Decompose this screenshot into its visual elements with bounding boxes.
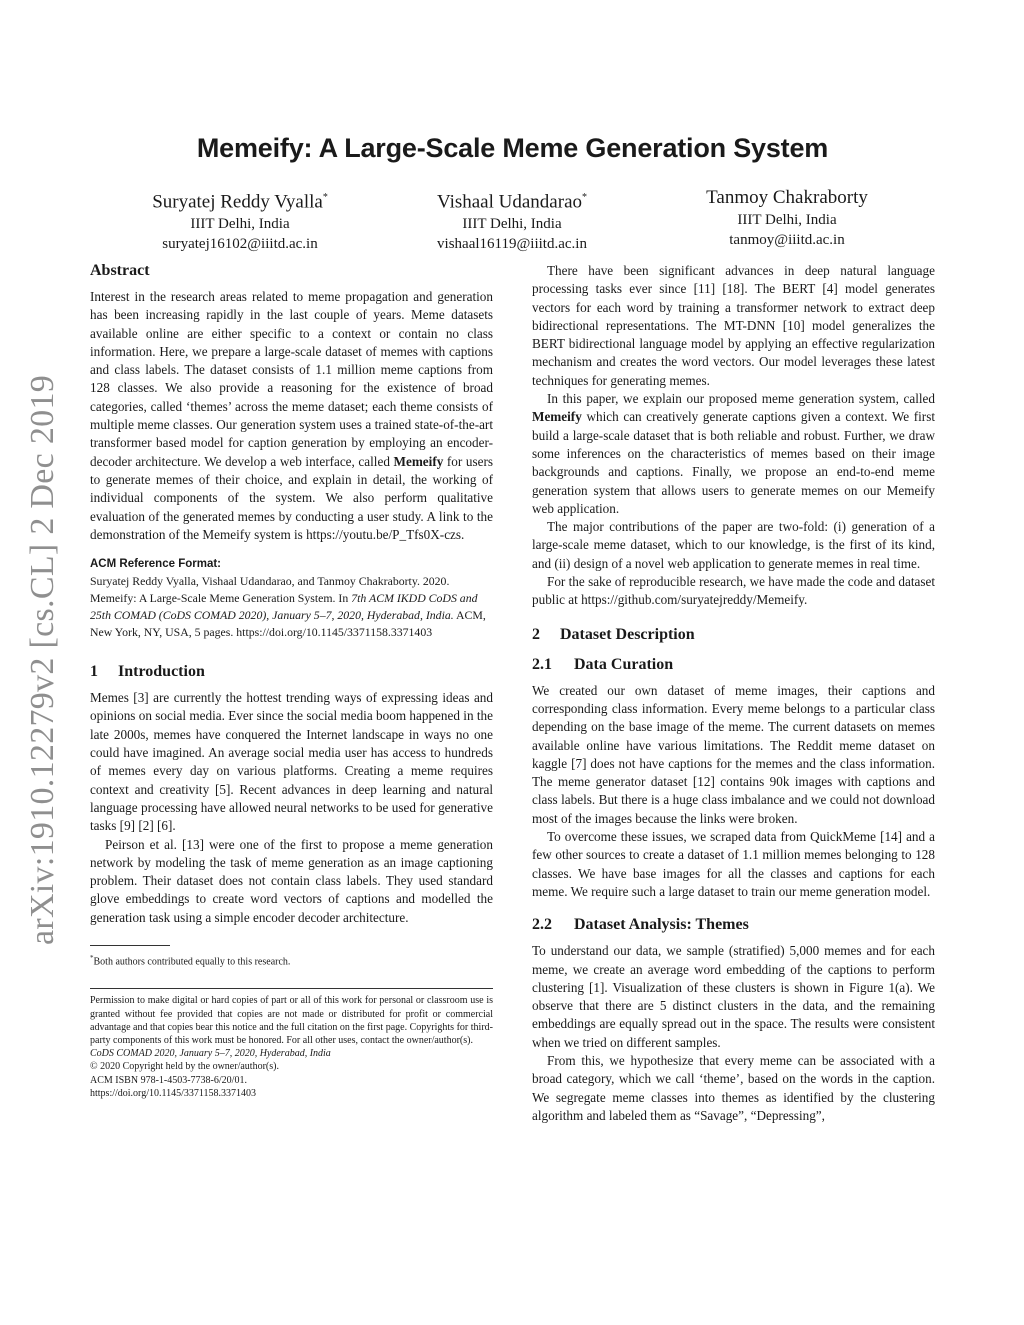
author-name: Tanmoy Chakraborty: [706, 187, 868, 208]
subsection-heading-themes: 2.2 Dataset Analysis: Themes: [532, 916, 749, 934]
data-curation-paragraph-2: To overcome these issues, we scraped data from QuickMeme [14] and a few other sources to create a dataset of 1.1 million memes belonging to 128 classes. We have base images for all the classes and captions for each meme. We require such a large dataset to train our meme generation model.: [532, 829, 935, 899]
section-heading-dataset-description: 2 Dataset Description: [532, 625, 695, 643]
author-block-2: [362, 186, 662, 254]
author-affiliation: IIIT Delhi, India: [737, 212, 837, 228]
right-paragraph-2: In this paper, we explain our proposed meme generation system, called Memeify which can creatively generate captions given a context. We first build a large-scale dataset that is both reliable and robust. Further, we draw some inferences on the characteristics of memes based on their image backgrounds and captions. Finally, we propose an end-to-end meme generation system that allows users to generate memes on our Memeify web application.: [532, 391, 935, 516]
author-name: Vishaal Udandarao*: [437, 191, 587, 213]
left-column: [90, 262, 493, 1100]
permission-venue: CoDS COMAD 2020, January 5–7, 2020, Hyderabad, India: [90, 1048, 331, 1060]
right-paragraph-1: There have been significant advances in deep natural language processing tasks ever since [11] [18]. The BERT [4] model generates vectors for each word by training a transformer network to extract deep bidirectional representations. The MT-DNN [10] model generalizes the BERT bidirectional language model by applying an effective regularization mechanism and creates the word vectors. Our model leverages these latest techniques for generating memes.: [532, 263, 935, 388]
author-email[interactable]: tanmoy@iiitd.ac.in: [729, 232, 845, 248]
author-email[interactable]: suryatej16102@iiitd.ac.in: [162, 236, 318, 253]
section-heading-introduction: 1 Introduction: [90, 663, 205, 681]
subsection-heading-data-curation: 2.1 Data Curation: [532, 655, 674, 673]
author-block-3: [637, 186, 937, 250]
permission-doi[interactable]: https://doi.org/10.1145/3371158.3371403: [90, 1087, 257, 1099]
right-paragraph-4: For the sake of reproducible research, we have made the code and dataset public at https://github.com/suryatejreddy/Memeify.: [532, 574, 935, 608]
abstract-text: Interest in the research areas related to meme propagation and generation has been increasing rapidly in the last couple of years. Meme datasets available online are either specific to a context or contain no class information. Here, we prepare a large-scale dataset of memes with captions and class labels. The dataset consists of 1.1 million meme captions from 128 classes. We also provide a reasoning for the existence of broad categories, called ‘themes’ across the meme dataset; each theme consists of multiple meme classes. Our generation system uses a trained state-of-the-art transformer based model for caption generation by employing an encoder-decoder architecture. We develop a web interface, called Memeify for users to generate memes of their choice, and explain in detail, the working of individual components of the system. We also perform qualitative evaluation of the generated memes by conducting a user study. A link to the demonstration of the Memeify system is https://youtu.be/P_Tfs0X-czs.: [90, 289, 493, 542]
abstract-heading: Abstract: [90, 262, 150, 279]
themes-paragraph-2: From this, we hypothesize that every meme can be associated with a broad category, which we call ‘theme’, based on the words in the caption. We segregate meme classes into themes as identified by the clustering algorithm and labeled them as “Savage”, “Depressing”,: [532, 1052, 935, 1123]
author-affiliation: IIIT Delhi, India: [190, 216, 290, 233]
right-column: [532, 262, 935, 1125]
acm-reference-heading: ACM Reference Format:: [90, 558, 221, 571]
author-block-1: [90, 186, 390, 254]
permission-divider: [90, 988, 493, 989]
permission-notice: Permission to make digital or hard copies of part or all of this work for personal or classroom use is granted without fee provided that copies are not made or distributed for profit or commercial advantage and that copies bear this notice and the full citation on the first page. Copyrights for third-party components of this work must be honored. For all other uses, contact the owner/author(s).: [90, 995, 493, 1046]
author-name: Suryatej Reddy Vyalla*: [152, 191, 328, 213]
data-curation-paragraph-1: We created our own dataset of meme images, their captions and corresponding class information. Every meme belongs to a particular class depending on the base image of the meme. The current datasets on memes available online have various limitations. The Reddit meme dataset on kaggle [7] does not have captions for the memes and the class information. The meme generator dataset [12] contains 90k images with captions and class labels. But there is a huge class imbalance and we could not download most of the images because the links were broken.: [532, 682, 935, 826]
permission-copyright: © 2020 Copyright held by the owner/author(s).: [90, 1061, 279, 1073]
footnote-divider: [90, 945, 170, 946]
intro-paragraph-2: Peirson et al. [13] were one of the first to propose a meme generation network by modeling the task of meme generation as an image captioning problem. Their dataset does not contain class labels. They used standard glove embeddings to create word vectors of captions and modelled the generation task using a simple encoder decoder architecture.: [90, 836, 493, 925]
footnote: *Both authors contributed equally to this research.: [90, 954, 291, 968]
arxiv-stamp: arXiv:1910.12279v2 [cs.CL] 2 Dec 2019: [24, 374, 61, 946]
author-email[interactable]: vishaal16119@iiitd.ac.in: [437, 236, 587, 253]
paper-title: Memeify: A Large-Scale Meme Generation System: [196, 133, 829, 163]
themes-paragraph-1: To understand our data, we sample (stratified) 5,000 memes and for each meme, we create an average word embedding of the captions to perform clustering [1]. Visualization of these clusters is shown in Figure 1(a). We observe that there are 5 distinct clusters in the data, and the remaining embeddings are equally spread out in the space. The results were consistent when we tried on different samples.: [532, 943, 935, 1050]
permission-isbn: ACM ISBN 978-1-4503-7738-6/20/01.: [90, 1074, 247, 1086]
right-paragraph-3: The major contributions of the paper are two-fold: (i) generation of a large-scale meme dataset, which to our knowledge, is the first of its kind, and (ii) design of a novel web application to generate memes in real time.: [532, 519, 935, 571]
author-affiliation: IIIT Delhi, India: [462, 216, 562, 233]
acm-reference-text: Suryatej Reddy Vyalla, Vishaal Udandarao, and Tanmoy Chakraborty. 2020. Memeify: A Large-Scale Meme Generation System. In 7th ACM IKDD CoDS and 25th COMAD (CoDS COMAD 2020), January 5–7, 2020, Hyderabad, India. ACM, New York, NY, USA, 5 pages. https://doi.org/10.1145/3371158.3371403: [90, 574, 486, 640]
intro-paragraph-1: Memes [3] are currently the hottest trending ways of expressing ideas and opinions on social media. Ever since the social media boom happened in the late 2000s, memes have conquered the Internet landscape in ways no one could have imagined. An average social media user has access to hundreds of memes every day on various platforms. Creating a meme requires context and creativity [5]. Recent advances in deep learning and natural language processing have allowed neural networks to be used for generative tasks [9] [2] [6].: [90, 690, 493, 834]
